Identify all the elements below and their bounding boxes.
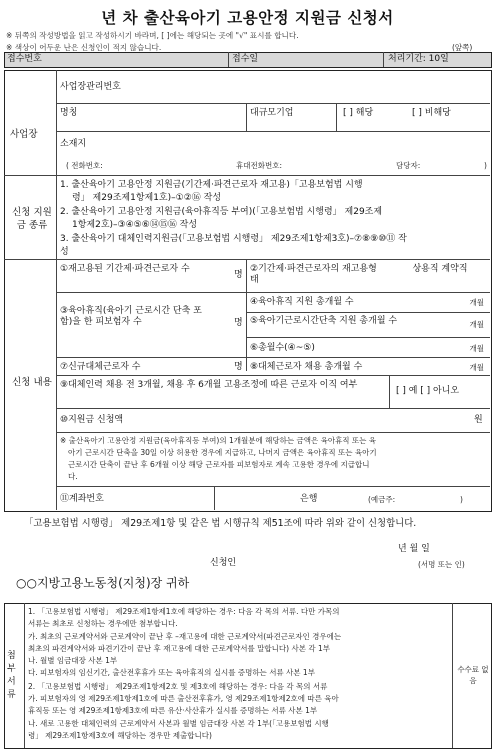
field-leave-months: ④육아휴직 지원 총개월 수 (250, 297, 354, 307)
unit-person-2: 명 (234, 318, 243, 328)
attachment-line-2: 서류는 최초로 신청하는 경우에만 첨부합니다. (28, 619, 178, 628)
receipt-number-label: 접수번호 (7, 54, 42, 64)
turnover-yes-no[interactable]: [ ] 예 [ ] 아니오 (396, 386, 460, 396)
page-side-label: (앞쪽) (452, 43, 473, 52)
support-type-2b: 1항제2호)–③④⑤⑥⑭⑮⑯ 작성 (72, 220, 198, 230)
field-new-substitute-count: ⑦신규대체근로자 수 (60, 362, 141, 372)
field-account-number: ⑪계좌번호 (60, 494, 104, 504)
unit-won: 원 (474, 415, 483, 425)
remark-line-2: 아기 근로시간 단축을 30일 이상 허용한 경우에 지급하고, 나머지 금액은 육아휴직 또는 육아기 (68, 448, 377, 457)
attachment-line-5: 나. 월별 임금대장 사본 1부 (28, 656, 118, 665)
receipt-date-label: 접수일 (232, 54, 259, 64)
support-type-label: 신청 지원금 종류 (12, 207, 52, 231)
remark-line-3: 근로시간 단축이 끝난 후 6개월 이상 해당 근로자를 피보험자로 계속 고용한 경우에 지급합니 (68, 460, 370, 469)
unit-person-3: 명 (234, 362, 243, 372)
support-type-1a: 1. 출산육아기 고용안정 지원금(기간제·파견근로자 재고용)「고용보험법 시행 (60, 180, 363, 190)
unit-month-2: 개월 (469, 320, 484, 329)
bank-label: 은행 (300, 494, 318, 504)
instruction-note-2: ※ 색상이 어두운 난은 신청인이 적지 않습니다. (6, 43, 162, 52)
field-turnover-question: ⑨대체인력 채용 전 3개월, 채용 후 6개월 고용조정에 따른 근로자 이직 여부 (60, 380, 358, 390)
date-line: 년 월 일 (398, 544, 430, 554)
attachment-line-9: 휴직등 또는 영 제29조제1항제3호에 따른 유산·사산휴가 실시를 증명하는 서류 사본 1부 (28, 706, 318, 715)
field-total-months: ⑥총월수(④~⑤) (250, 343, 315, 353)
support-type-3a: 3. 출산육아기 대체인력지원금(「고용보험법 시행령」 제29조제1항제3호)–⑦⑧⑨⑩⑪ 작 (60, 234, 407, 244)
attachment-line-3: 가. 최초의 근로계약서와 근로계약이 끝난 후 –재고용에 대한 근로계약서(파견근로자인 경우에는 (28, 632, 342, 641)
application-section-label: 신청 내용 (12, 377, 52, 388)
mgmt-number-label: 사업장관리번호 (60, 82, 121, 92)
field-rehired-count: ①재고용된 기간제·파견근로자 수 (60, 264, 190, 274)
attachment-line-8: 가. 피보험자의 영 제29조제1항제1호에 따른 출산전후휴가, 영 제29조제1항제2호에 따른 육아 (28, 694, 339, 703)
attachment-line-6: 다. 피보험자의 임신기간, 출산전후휴가 또는 육아휴직의 실시를 증명하는 서류 사본 1부 (28, 668, 315, 677)
large-enterprise-no[interactable]: [ ] 비해당 (412, 108, 451, 118)
attachment-line-7: 2. 「고용보험법 시행령」 제29조제1항제2호 및 제3호에 해당하는 경우: 다음 각 목의 서류 (28, 682, 328, 691)
large-enterprise-label: 대규모기업 (250, 108, 294, 118)
phone-label: ( 전화번호: (66, 161, 103, 170)
support-type-3b: 성 (60, 247, 69, 257)
close-paren: ) (484, 161, 487, 170)
remark-line-4: 다. (68, 472, 78, 481)
manager-label: 담당자: (396, 161, 421, 170)
address-label: 소재지 (60, 139, 87, 149)
applicant-label: 신청인 (210, 558, 237, 568)
unit-month-4: 개월 (469, 363, 484, 372)
recipient-office: ○○지방고용노동청(지청)장 귀하 (16, 576, 190, 590)
account-holder-close: ) (460, 495, 463, 504)
account-holder-label: (예금주: (368, 495, 396, 504)
field-substitute-months: ⑧대체근로자 채용 총개월 수 (250, 362, 363, 372)
attachments-label: 첨부서류 (7, 651, 16, 700)
support-type-1b: 령」 제29조제1항제1호)–①②⑯ 작성 (72, 193, 222, 203)
mobile-label: 휴대전화번호: (236, 161, 282, 170)
main-form-frame (4, 70, 492, 512)
field-rehire-type: ②기간제·파견근로자의 재고용형태 (250, 264, 377, 285)
attachment-line-4: 최초의 파견계약서와 파견기간이 끝난 후 재고용에 대한 근로계약서를 말합니다) 사본 각 1부 (28, 644, 330, 653)
unit-month-1: 개월 (469, 298, 484, 307)
instruction-note-1: ※ 뒤쪽의 작성방법을 읽고 작성하시기 바라며, [ ]에는 해당되는 곳에 "√" 표시를 합니다. (6, 31, 299, 40)
large-enterprise-yes[interactable]: [ ] 해당 (343, 108, 374, 118)
unit-month-3: 개월 (469, 344, 484, 353)
attachment-line-1: 1. 「고용보험법 시행령」 제29조제1항제1호에 해당하는 경우: 다음 각 목의 서류. 다만 가목의 (28, 607, 340, 616)
field-insured-count: ③육아휴직(육아기 근로시간 단축 포함)을 한 피보험자 수 (60, 306, 202, 327)
unit-person-1: 명 (234, 270, 243, 280)
declaration-text: 「고용보험법 시행령」 제29조제1항 및 같은 법 시행규칙 제51조에 따라 위와 같이 신청합니다. (24, 518, 417, 529)
signature-label: (서명 또는 인) (418, 560, 465, 569)
field-reduced-hours-months: ⑤육아기근로시간단축 지원 총개월 수 (250, 316, 398, 326)
form-title: 년 차 출산육아기 고용안정 지원금 신청서 (101, 9, 394, 27)
field-amount-requested: ⑩지원금 신청액 (60, 415, 124, 425)
attachment-line-10: 나. 새로 고용한 대체인력의 근로계약서 사본과 월별 임금대장 사본 각 1부(「고용보험법 시행 (28, 719, 329, 728)
employer-section-label: 사업장 (10, 129, 38, 140)
support-type-2a: 2. 출산육아기 고용안정 지원금(육아휴직등 부여)(「고용보험법 시행령」 제29조제 (60, 207, 383, 217)
fee-label: 수수료 없음 (457, 665, 489, 685)
remark-line-1: ※ 출산육아기 고용안정 지원금(육아휴직등 부여)의 1개월분에 해당하는 금액은 육아휴직 또는 육 (60, 436, 377, 445)
field-rehire-type-options[interactable]: 상용직 계약직 (412, 264, 468, 274)
company-name-label: 명칭 (60, 108, 78, 118)
processing-period: 처리기간: 10일 (388, 54, 449, 64)
attachment-line-11: 령」 제29조제1항제3호에 해당하는 경우만 제출합니다) (28, 731, 212, 740)
